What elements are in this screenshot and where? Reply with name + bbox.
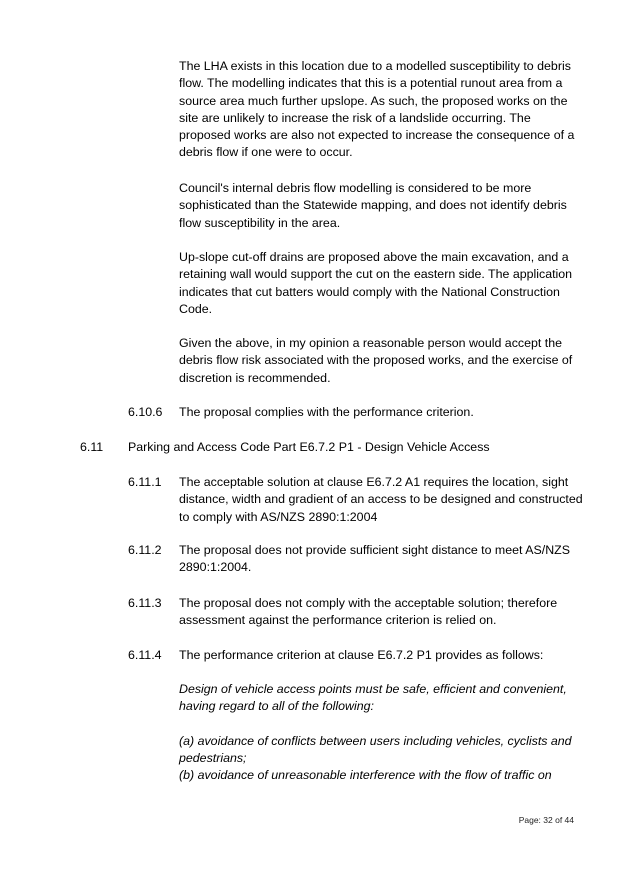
item-number-6-11-4: 6.11.4 — [128, 648, 162, 662]
quote-intro: Design of vehicle access points must be safe, efficient and convenient, having regard to all of the following: — [179, 682, 567, 714]
item-text-6-11-1: The acceptable solution at clause E6.7.2 A1 requires the location, sight distance, width and gradient of an access to be designed and constructed to comply with AS/NZS 2890:1:2004 — [179, 475, 583, 524]
item-number-6-11-2: 6.11.2 — [128, 543, 162, 557]
page-number: Page: 32 of 44 — [518, 815, 574, 825]
item-number-6-11-1: 6.11.1 — [128, 475, 162, 489]
paragraph-lha-debris-flow: The LHA exists in this location due to a modelled susceptibility to debris flow. The modelling indicates that this is a potential runout area from a source area much further upslope. As such, the proposed works on the site are unlikely to increase the risk of a landslide occurring. The proposed works are also not expected to increase the consequence of a debris flow if one were to occur. — [179, 59, 575, 160]
section-number-6-11: 6.11 — [80, 440, 104, 454]
item-text-6-11-2: The proposal does not provide sufficient sight distance to meet AS/NZS 2890:1:2004. — [179, 543, 570, 575]
paragraph-council-modelling: Council's internal debris flow modelling is considered to be more sophisticated than the Statewide mapping, and does not identify debris flow susceptibility in the area. — [179, 181, 567, 230]
paragraph-conclusion: Given the above, in my opinion a reasonable person would accept the debris flow risk associated with the proposed works, and the exercise of discretion is recommended. — [179, 336, 573, 385]
section-heading-6-11: Parking and Access Code Part E6.7.2 P1 - Design Vehicle Access — [128, 440, 490, 454]
quote-item-a: (a) avoidance of conflicts between users including vehicles, cyclists and pedestrians; — [179, 734, 572, 766]
quote-item-b: (b) avoidance of unreasonable interference with the flow of traffic on — [179, 768, 552, 782]
item-number-6-10-6: 6.10.6 — [128, 405, 163, 419]
item-text-6-10-6: The proposal complies with the performance criterion. — [179, 405, 474, 419]
item-text-6-11-4: The performance criterion at clause E6.7.2 P1 provides as follows: — [179, 648, 544, 662]
item-number-6-11-3: 6.11.3 — [128, 596, 162, 610]
item-text-6-11-3: The proposal does not comply with the acceptable solution; therefore assessment against the performance criterion is relied on. — [179, 596, 558, 628]
paragraph-cut-off-drains: Up-slope cut-off drains are proposed above the main excavation, and a retaining wall would support the cut on the eastern side. The application indicates that cut batters would comply with the National Construction Code. — [179, 250, 573, 316]
